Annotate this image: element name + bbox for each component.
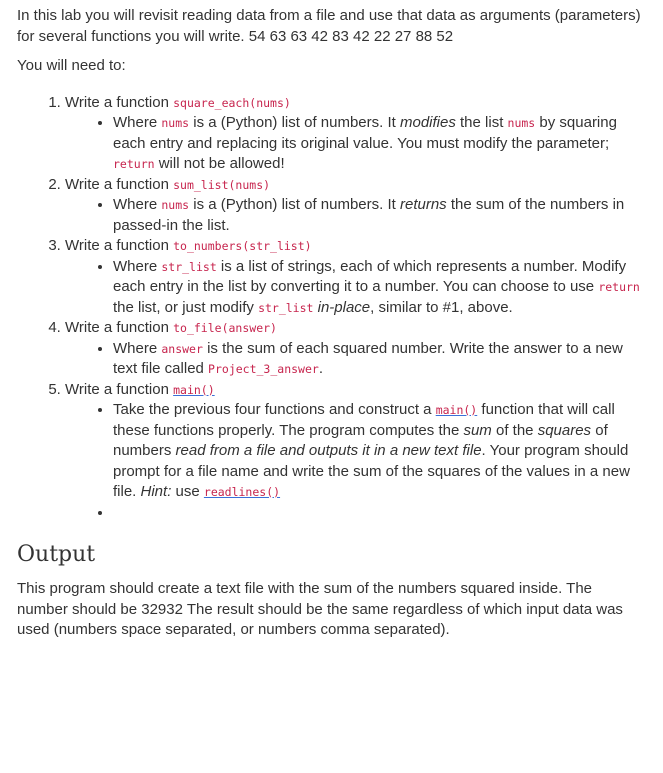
emphasis: read from a file and outputs it in a new text file	[175, 442, 482, 459]
task-detail: • Take the previous four functions and construct a main() function that will call these functions properly. The program computes the sum of the squares of numbers read from a file and outputs it in a new text file. Your program should prompt for a file name and write the sum of the squares of the values in a new file. Hint: use readlines()	[113, 400, 646, 503]
output-heading: Output	[17, 542, 96, 567]
task-detail: • Where str_list is a list of strings, each of which represents a number. Modify each entry in the list by converting it to a number. You can choose to use return the list, or just modify str_list in-place, similar to #1, above.	[113, 257, 646, 319]
task-details	[65, 195, 646, 236]
inline-code: Project_3_answer	[208, 362, 319, 376]
emphasis: returns	[399, 196, 447, 213]
function-signature: square_each(nums)	[173, 95, 291, 110]
output-paragraph: This program should create a text file with the sum of the numbers squared inside. The number should be 32932 The result should be the same regardless of which input data was used (numbers space separated, or numbers comma separated).	[17, 580, 623, 638]
task-details	[65, 257, 646, 319]
inline-code: return	[113, 157, 155, 171]
task-item	[65, 93, 646, 175]
inline-code: nums	[507, 116, 536, 130]
function-signature: to_file(answer)	[173, 321, 277, 335]
need-heading: You will need to:	[17, 57, 126, 74]
task-detail: • Where nums is a (Python) list of numbers. It modifies the list nums by squaring each entry and replacing its original value. You must modify the parameter; return will not be allowed!	[113, 113, 646, 175]
hint-label: Hint:	[140, 483, 172, 500]
task-item	[65, 318, 646, 380]
task-label: Write a function	[65, 380, 174, 398]
inline-code: str_list	[258, 300, 314, 315]
task-details	[65, 400, 646, 523]
task-label: Write a function	[65, 237, 174, 254]
inline-code: str_list	[161, 259, 217, 274]
emphasis: squares	[537, 421, 592, 439]
task-item	[65, 380, 646, 524]
task-item	[65, 175, 646, 237]
task-label: Write a function	[65, 319, 174, 336]
emphasis: modifies	[399, 114, 456, 131]
function-signature-link[interactable]: main()	[173, 382, 215, 397]
task-label: Write a function	[65, 175, 174, 193]
inline-code: answer	[161, 341, 203, 356]
task-item	[65, 236, 646, 318]
intro-paragraph: In this lab you will revisit reading data from a file and use that data as arguments (parameters) for several functions you will write. 54 63 63 42 83 42 22 27 88 52	[17, 7, 641, 45]
task-label: Write a function	[65, 93, 174, 111]
task-details	[65, 339, 646, 380]
inline-code: return	[598, 280, 640, 294]
inline-code-link[interactable]: main()	[435, 403, 478, 417]
emphasis: sum	[463, 421, 492, 439]
task-details	[65, 113, 646, 175]
task-detail: • Where answer is the sum of each squared number. Write the answer to a new text file called Project_3_answer.	[113, 339, 646, 380]
inline-code-link[interactable]: readlines()	[203, 485, 281, 499]
empty-list-item	[113, 503, 646, 524]
emphasis: in-place	[317, 298, 371, 316]
inline-code: nums	[161, 198, 190, 212]
task-list	[17, 93, 646, 524]
function-signature: sum_list(nums)	[173, 177, 271, 192]
function-signature: to_numbers(str_list)	[173, 239, 312, 253]
task-detail: • Where nums is a (Python) list of numbers. It returns the sum of the numbers in passed-in the list.	[113, 195, 646, 236]
inline-code: nums	[161, 116, 190, 130]
